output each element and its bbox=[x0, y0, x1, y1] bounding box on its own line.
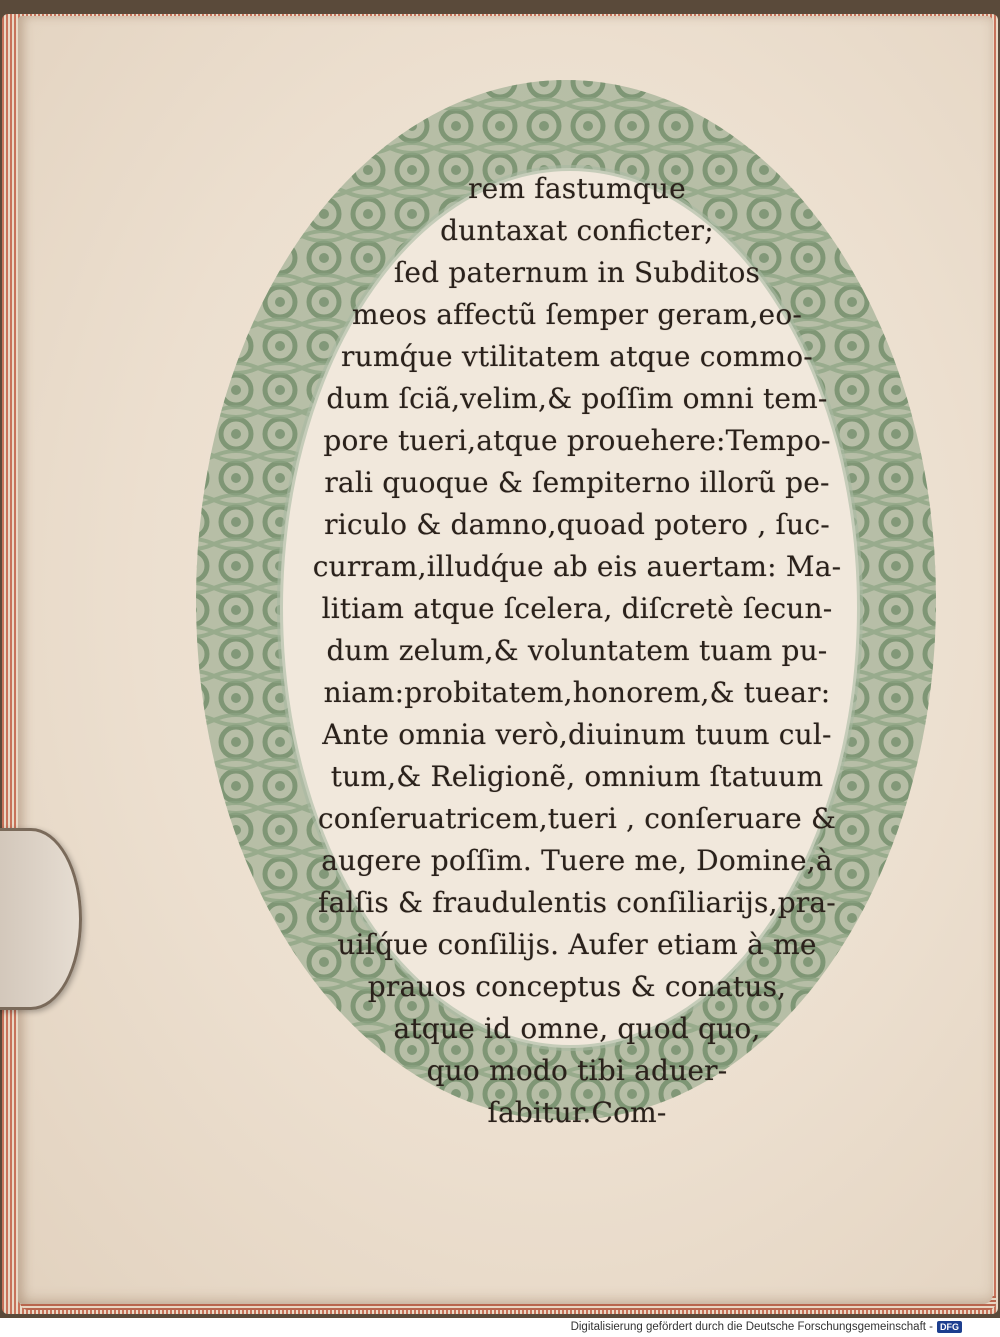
text-line: quo modo tibi aduer- bbox=[426, 1054, 728, 1087]
text-line: niam:probitatem,honorem,& tuear: bbox=[323, 676, 831, 709]
text-line: dum ſciã,velim,& poſſim omni tem- bbox=[326, 382, 828, 415]
text-line: litiam atque ſcelera, diſcretè ſecun- bbox=[321, 592, 833, 625]
text-line: dum zelum,& voluntatem tuam pu- bbox=[326, 634, 828, 667]
text-line: conſeruatricem,tueri , conſeruare & bbox=[317, 802, 837, 835]
text-line: curram,illudq́ue ab eis auertam: Ma- bbox=[312, 550, 842, 583]
digitization-credit bbox=[571, 1318, 962, 1336]
text-line: meos affectũ ſemper geram,eo- bbox=[351, 298, 803, 331]
text-line: uiſq́ue conſilijs. Aufer etiam à me bbox=[337, 928, 817, 961]
text-line: rumq́ue vtilitatem atque commo- bbox=[341, 340, 813, 373]
text-line: duntaxat conﬁcter; bbox=[440, 214, 714, 247]
text-line: augere poſſim. Tuere me, Domine,à bbox=[321, 844, 833, 877]
text-line: tum,& Religionẽ, omnium ſtatuum bbox=[330, 760, 824, 793]
text-line: ſabitur.Com- bbox=[487, 1096, 667, 1129]
text-line: prauos conceptus & conatus, bbox=[367, 970, 787, 1003]
text-line: Ante omnia verò,diuinum tuum cul- bbox=[322, 718, 832, 751]
text-line: rem fastumque bbox=[468, 172, 686, 205]
dfg-logo: DFG bbox=[937, 1321, 962, 1333]
text-line: falſis & fraudulentis conſiliarijs,pra- bbox=[318, 886, 836, 919]
text-line: pore tueri,atque prouehere:Tempo- bbox=[323, 424, 831, 457]
text-line: rali quoque & ſempiterno illorũ pe- bbox=[324, 466, 830, 499]
credit-text: Digitalisierung gefördert durch die Deutsche Forschungsgemeinschaft - bbox=[570, 1321, 933, 1333]
text-line: ſed paternum in Subditos bbox=[393, 256, 761, 289]
text-block bbox=[282, 168, 872, 1134]
text-line: atque id omne, quod quo, bbox=[393, 1012, 761, 1045]
text-line: riculo & damno,quoad potero , ſuc- bbox=[324, 508, 830, 541]
